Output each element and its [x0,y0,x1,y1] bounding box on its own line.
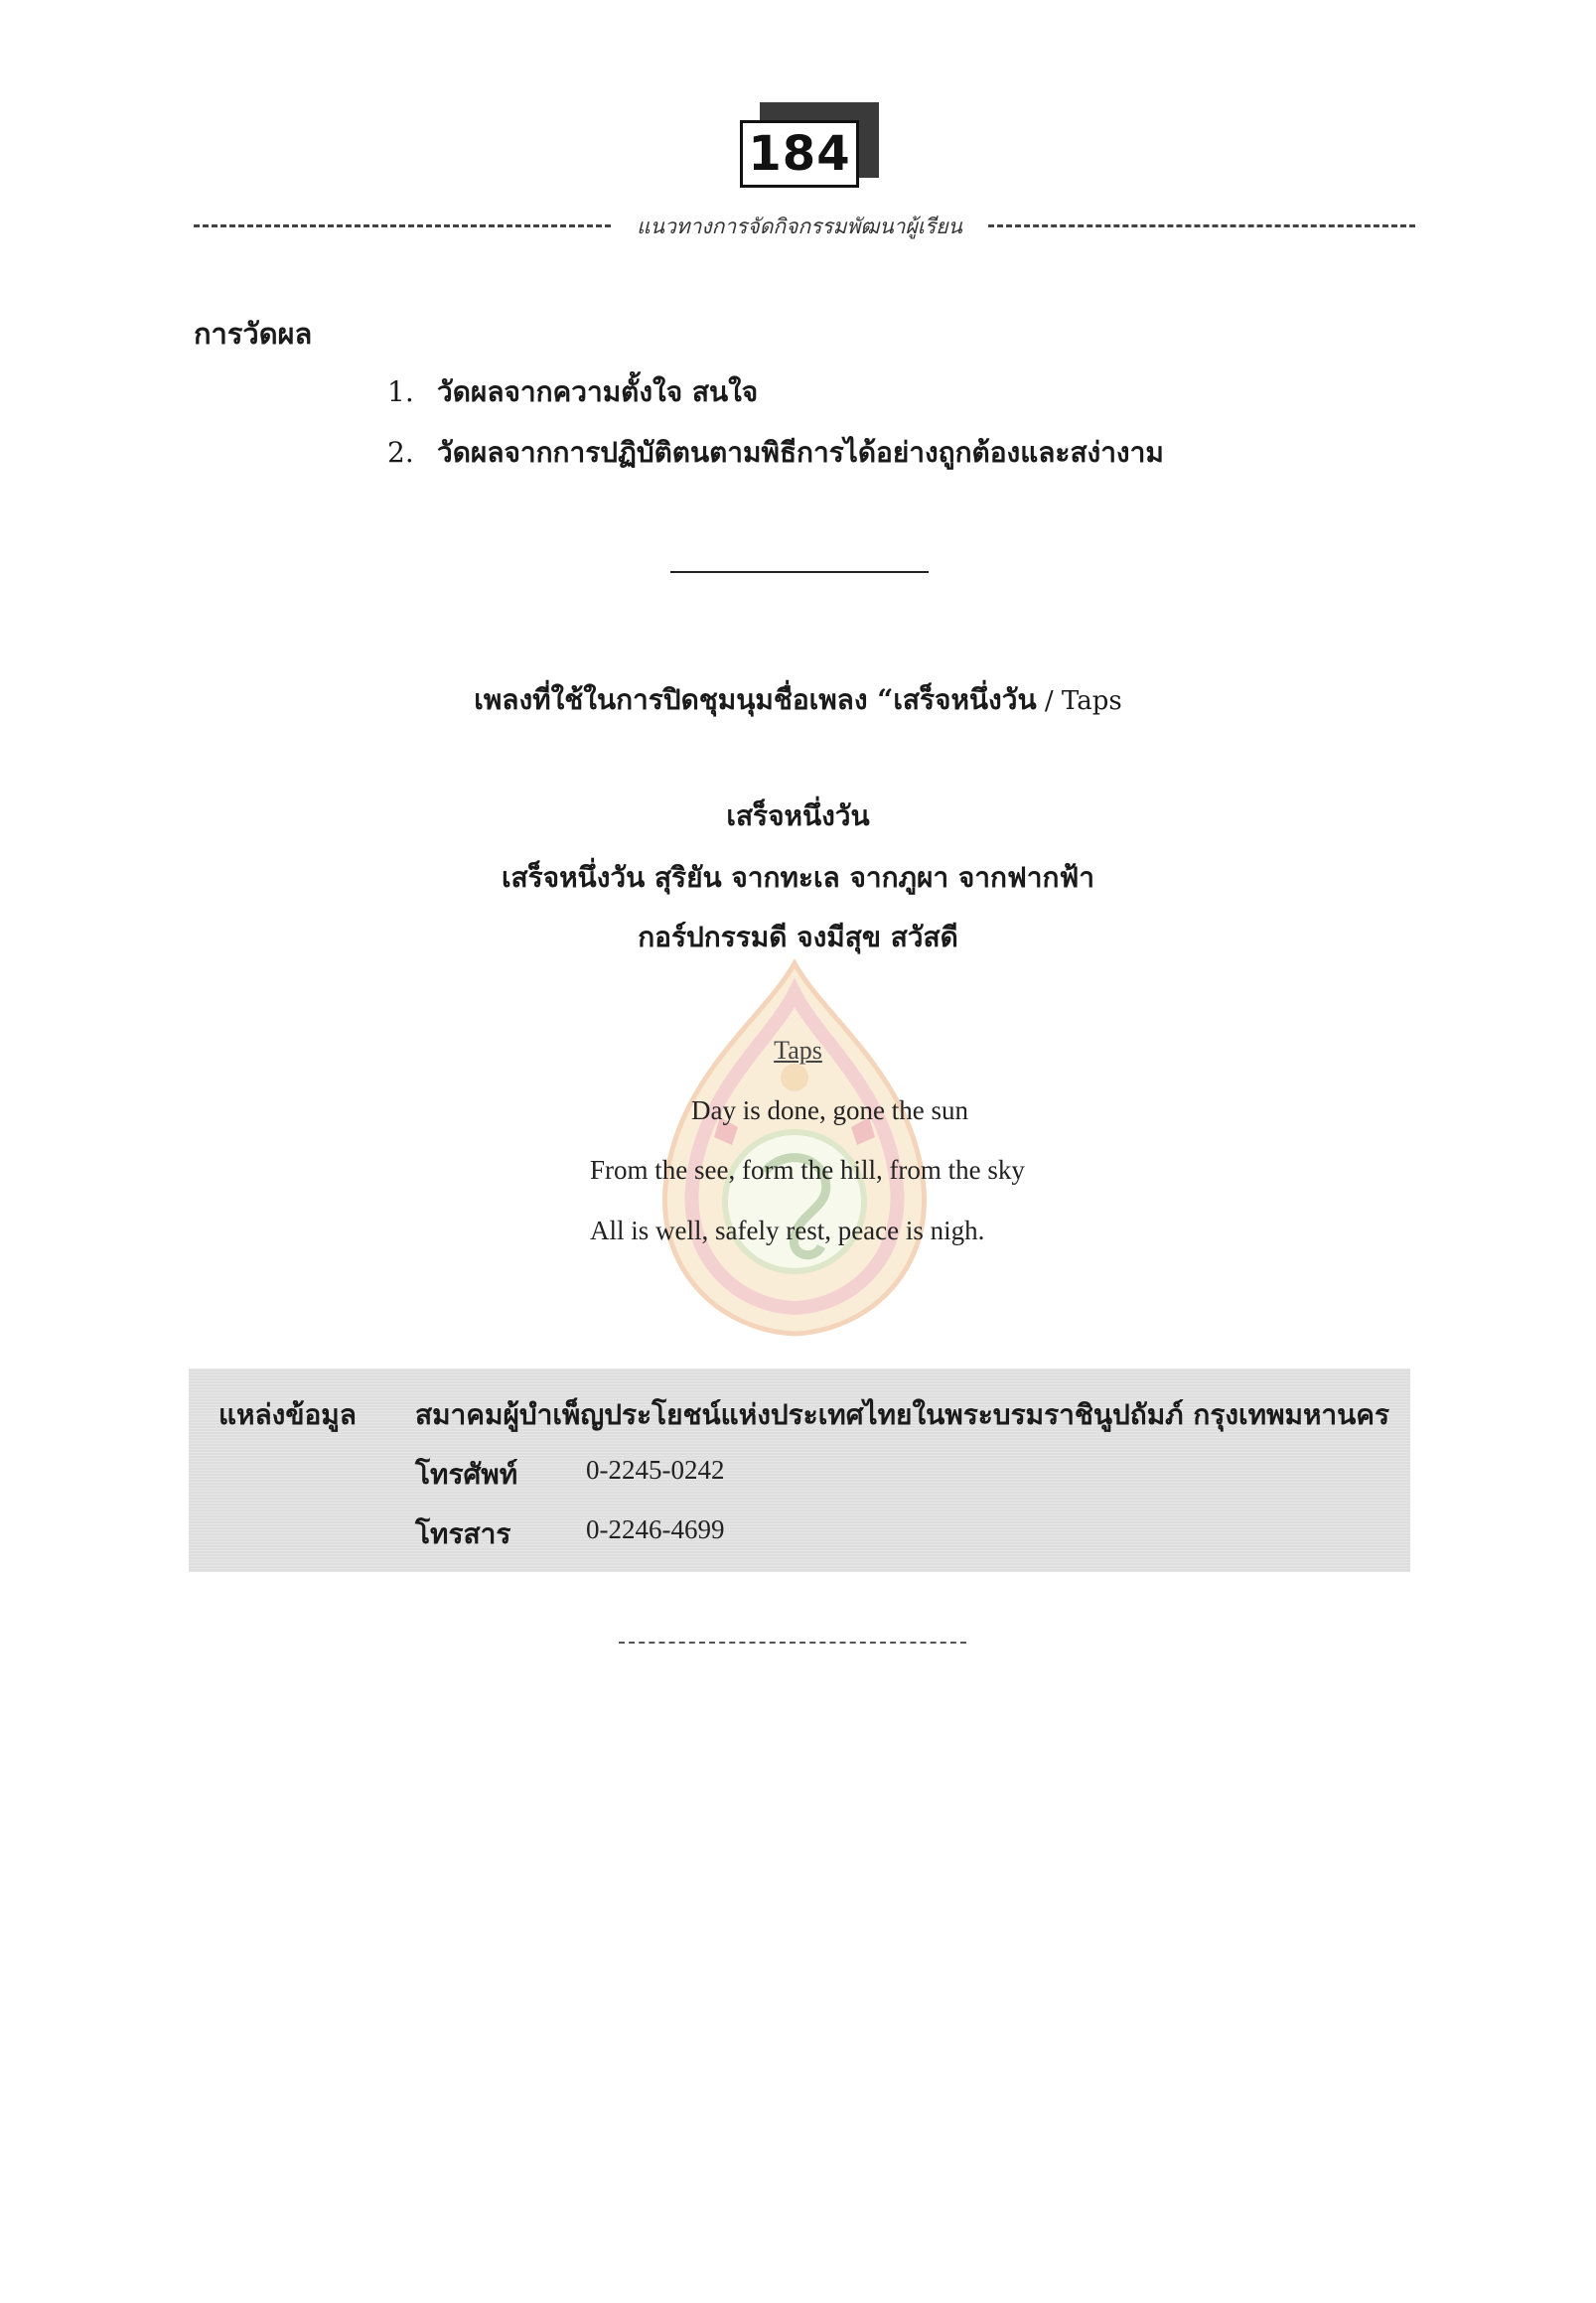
thai-song-line: เสร็จหนึ่งวัน สุริยัน จากทะเล จากภูผา จากฟากฟ้า [501,861,1094,894]
end-divider [619,1642,966,1644]
section-divider [670,571,929,573]
page-number: 184 [740,120,859,188]
thai-song-title: เสร็จหนึ่งวัน [726,799,870,832]
english-song-title: Taps [774,1036,822,1065]
list-item-text: วัดผลจากความตั้งใจ สนใจ [437,375,759,408]
phone-number: 0-2245-0242 [586,1455,725,1485]
fax-number: 0-2246-4699 [586,1514,725,1544]
list-item-text: วัดผลจากการปฏิบัติตนตามพิธีการได้อย่างถูกต้องและสง่างาม [437,436,1164,469]
english-song-line: All is well, safely rest, peace is nigh. [590,1216,985,1245]
english-song-line: From the see, form the hill, from the sky [590,1155,1025,1185]
list-item-number: 2. [387,436,414,469]
fax-label: โทรสาร [415,1517,511,1550]
header-rule-left [194,224,611,227]
source-label: แหล่งข้อมูล [218,1398,357,1431]
song-intro [0,678,1596,722]
song-intro-english: / Taps [1036,686,1122,716]
emblem-watermark [651,958,939,1341]
section-title: การวัดผล [194,317,313,351]
running-header: แนวทางการจัดกิจกรรมพัฒนาผู้เรียน [637,215,962,238]
list-item [387,370,758,414]
list-item [387,431,1164,475]
header-rule-right [988,224,1415,227]
source-organization: สมาคมผู้บำเพ็ญประโยชน์แห่งประเทศไทยในพระบรมราชินูปถัมภ์ กรุงเทพมหานคร [415,1398,1390,1431]
list-item-number: 1. [387,375,414,408]
english-song-line: Day is done, gone the sun [691,1095,968,1125]
phone-label: โทรศัพท์ [415,1458,518,1491]
song-intro-thai: เพลงที่ใช้ในการปิดชุมนุมชื่อเพลง “เสร็จหนึ่งวัน [474,683,1037,716]
thai-song-line: กอร์ปกรรมดี จงมีสุข สวัสดี [638,921,958,953]
